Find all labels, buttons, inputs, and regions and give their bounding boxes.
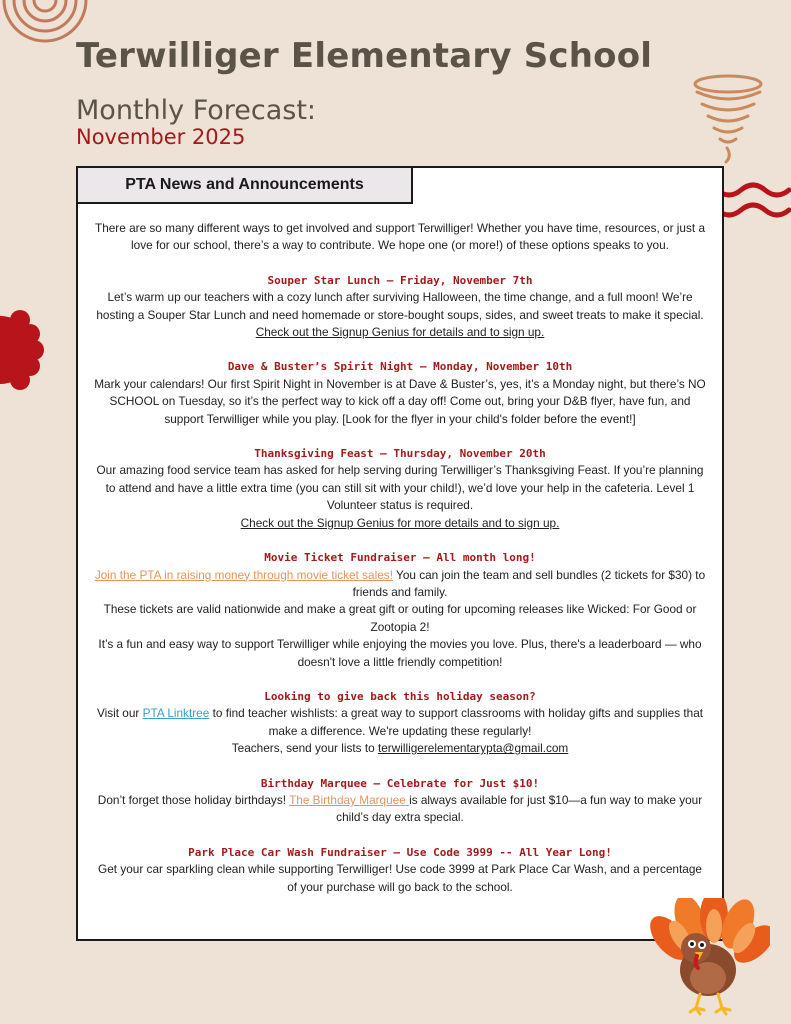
tornado-icon [688, 70, 768, 165]
holiday-giving-heading: Looking to give back this holiday season? [264, 689, 536, 703]
pta-linktree-link[interactable]: PTA Linktree [142, 706, 210, 721]
intro-paragraph: There are so many different ways to get involved and support Terwilliger! Whether you have time, resources, or just a love for our school, there’s a way to contribute. We hope one (or more!) of these options speaks to you. [94, 221, 706, 253]
feast-signup-link[interactable]: Check out the Signup Genius for more details and to sign up. [240, 515, 560, 530]
movie-ticket-text: You can join the team and sell bundles (2 tickets for $30) to friends and family. [352, 567, 706, 599]
souper-signup-link[interactable]: Check out the Signup Genius for details and to sign up. [255, 325, 545, 340]
birthday-post-text: is always available for just $10—a fun way to make your child’s day extra special. [336, 792, 703, 825]
pta-section-header: PTA News and Announcements [76, 166, 413, 204]
spirit-night-heading: Dave & Buster’s Spirit Night – Monday, November 10th [227, 360, 573, 374]
thanksgiving-feast-heading: Thanksgiving Feast – Thursday, November 20th [254, 447, 546, 461]
movie-ticket-leaderboard-text: It’s a fun and easy way to support Terwilliger while enjoying the movies you love. Plus, there's a leaderboard — who doesn't love a little friendly competition! [98, 637, 702, 669]
souper-star-text: Let’s warm up our teachers with a cozy lunch after surviving Halloween, the time change, and a full moon! We’re hosting a Souper Star Lunch and need homemade or store-bought soups, sides, and sweet treats to make it special. [96, 290, 704, 322]
forecast-label: Monthly Forecast: [76, 95, 317, 126]
movie-ticket-validity-text: These tickets are valid nationwide and make a great gift or outing for upcoming releases like Wicked: For Good or Zootopia 2! [103, 602, 697, 634]
pta-email-link[interactable]: terwilligerelementarypta@gmail.com [377, 741, 569, 756]
birthday-marquee-section [92, 775, 708, 827]
car-wash-text: Get your car sparkling clean while supporting Terwilliger! Use code 3999 at Park Place Car Wash, and a percentage of your purchase will go back to the school. [98, 862, 702, 894]
holiday-post-text: to find teacher wishlists: a great way to support classrooms with holiday gifts and supplies that make a difference. We're updating these regularly! [209, 706, 704, 738]
holiday-giving-section [92, 688, 708, 758]
red-scalloped-flower-icon [0, 308, 44, 392]
birthday-pre-text: Don’t forget those holiday birthdays! [97, 792, 290, 807]
souper-star-section [92, 272, 708, 342]
thanksgiving-feast-text: Our amazing food service team has asked for help serving during Terwilliger’s Thanksgiving Feast. If you’re planning to attend and have a little extra time (you can still sit with your child!), we’d love your help in the cafeteria. Level 1 Volunteer status is required. [96, 463, 704, 513]
souper-star-heading: Souper Star Lunch – Friday, November 7th [267, 273, 533, 287]
movie-ticket-heading: Movie Ticket Fundraiser – All month long! [264, 551, 536, 565]
birthday-marquee-heading: Birthday Marquee – Celebrate for Just $10! [260, 776, 540, 790]
holiday-pre-text: Visit our [96, 706, 143, 721]
forecast-month: November 2025 [76, 125, 246, 149]
movie-ticket-link[interactable]: Join the PTA in raising money through movie ticket sales! [94, 567, 393, 582]
spirit-night-text: Mark your calendars! Our first Spirit Night in November is at Dave & Buster’s, yes, it’s a Monday night, but there’s NO SCHOOL on Tuesday, so it’s the perfect way to kick off a day off! Come out, bring your D&B flyer, have fun, and support Terwilliger while you play. [Look for the flyer in your child's folder before the event!] [94, 376, 706, 426]
car-wash-heading: Park Place Car Wash Fundraiser – Use Code 3999 -- All Year Long! [188, 845, 612, 859]
pta-news-body [92, 220, 708, 896]
school-title: Terwilliger Elementary School [76, 36, 653, 76]
movie-ticket-section [92, 549, 708, 671]
teachers-text: Teachers, send your lists to [231, 741, 378, 756]
pta-news-box [76, 166, 724, 941]
spirit-night-section [92, 358, 708, 428]
thanksgiving-feast-section [92, 445, 708, 532]
car-wash-section [92, 844, 708, 896]
birthday-marquee-link[interactable]: The Birthday Marquee [289, 792, 410, 807]
turkey-icon [650, 898, 770, 1016]
